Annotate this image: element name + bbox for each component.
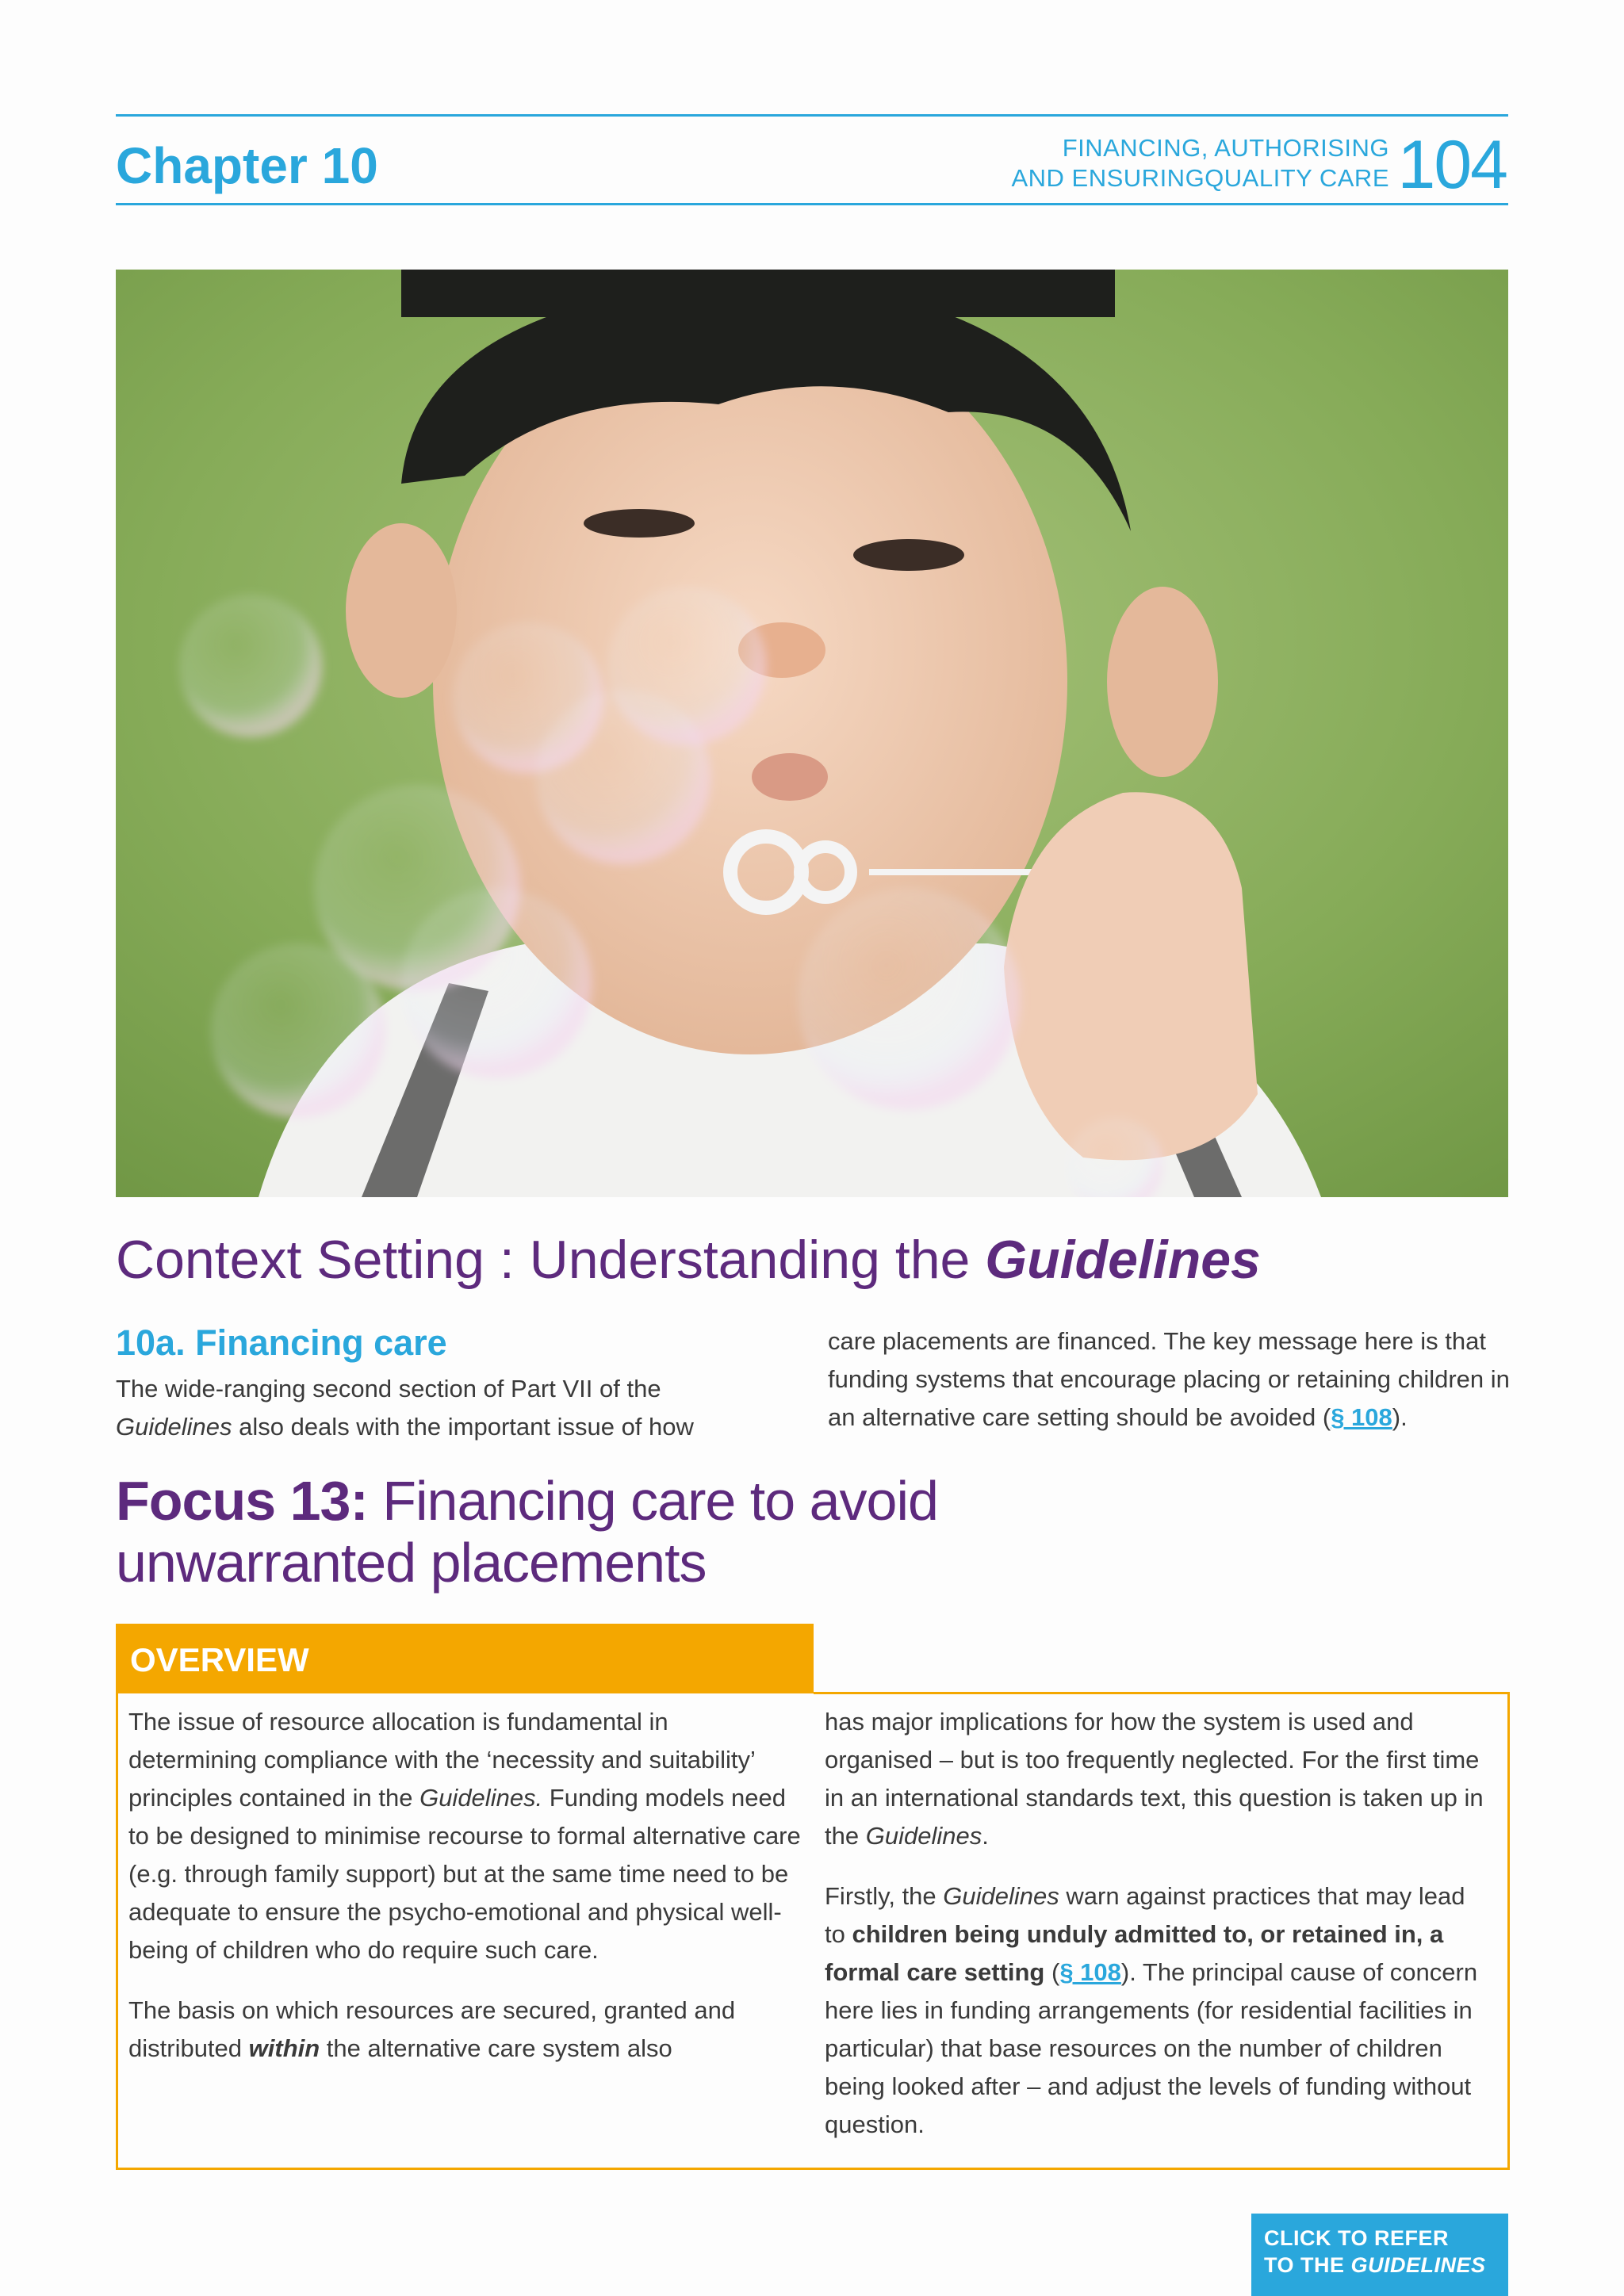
header-bottom-rule (116, 203, 1508, 205)
overview-label: OVERVIEW (130, 1641, 309, 1678)
focus-label: Focus 13: (116, 1470, 368, 1532)
header-top-rule (116, 114, 1508, 117)
overview-p4-paren: ( (1044, 1958, 1060, 1986)
overview-paragraph-3 (825, 1703, 1491, 1855)
overview-p1-text: The issue of resource allocation is fundamental in determining compliance with the ‘necessity and suitability’ principles contained in the (128, 1708, 755, 1812)
overview-p2-text: The basis on which resources are secured, granted and distributed (128, 1996, 736, 2062)
overview-p3-text: has major implications for how the system is used and organised – but is too frequently neglected. For the first time in an international standards text, this question is taken up in the (825, 1708, 1484, 1850)
focus-13-heading (116, 1470, 988, 1594)
intro-left-part1: The wide-ranging second section of Part VII of the (116, 1375, 661, 1402)
context-heading-emph: Guidelines (985, 1230, 1261, 1290)
running-head-line2: AND ENSURINGQUALITY CARE (1011, 164, 1389, 192)
overview-right-column (825, 1703, 1491, 2166)
overview-paragraph-2 (128, 1992, 802, 2068)
overview-p4-text: Firstly, the (825, 1882, 944, 1910)
overview-left-column (128, 1703, 802, 2090)
context-setting-heading (116, 1229, 1261, 1291)
guidelines-108-link[interactable]: § 108 (1331, 1403, 1392, 1431)
refer-to-guidelines-button[interactable] (1251, 2214, 1508, 2296)
context-heading-text: Context Setting : Understanding the (116, 1230, 986, 1290)
intro-left-text (116, 1370, 766, 1446)
overview-p3-end: . (982, 1822, 989, 1850)
cta-line2-prefix: TO THE (1264, 2253, 1351, 2277)
intro-right-part1: care placements are financed. The key message here is that funding systems that encourage placing or retaining children in an alternative care setting should be avoided ( (828, 1327, 1510, 1431)
overview-p4-text-2: warn against practices that may lead to (825, 1882, 1465, 1948)
overview-paragraph-4 (825, 1877, 1491, 2144)
intro-right-end: ). (1392, 1403, 1408, 1431)
overview-paragraph-1 (128, 1703, 802, 1969)
cta-line2 (1264, 2253, 1486, 2278)
running-head (1011, 133, 1389, 193)
cta-line2-guidelines: GUIDELINES (1350, 2253, 1486, 2277)
running-head-line1: FINANCING, AUTHORISING (1062, 134, 1389, 162)
section-10a-heading: 10a. Financing care (116, 1322, 447, 1363)
child-blowing-bubbles-image (116, 270, 1508, 1197)
overview-p4-end: ). The principal cause of concern here lies in funding arrangements (for residential facilities in particular) that base resources on the number of children being looked after – and adjust the levels of funding without question. (825, 1958, 1478, 2138)
chapter-title: Chapter 10 (116, 137, 378, 194)
overview-guidelines-108-link[interactable]: § 108 (1059, 1958, 1121, 1986)
overview-p3-guidelines: Guidelines (865, 1822, 982, 1850)
overview-p4-guidelines: Guidelines (943, 1882, 1059, 1910)
overview-p1-text-end: Funding models need to be designed to minimise recourse to formal alternative care (e.g. through family support) but at the same time need to be adequate to ensure the psycho-emotional and physical well-being of children who do require such care. (128, 1784, 801, 1964)
overview-p1-guidelines: Guidelines. (419, 1784, 543, 1812)
overview-p2-within: within (248, 2034, 320, 2062)
intro-left-part2: also deals with the important issue of how (232, 1413, 694, 1441)
hero-photo (116, 270, 1508, 1197)
overview-tab (116, 1624, 814, 1693)
intro-left-guidelines: Guidelines (116, 1413, 232, 1441)
overview-p2-text-end: the alternative care system also (320, 2034, 672, 2062)
cta-line1: CLICK TO REFER (1264, 2226, 1450, 2250)
focus-title: Financing care to avoid unwarranted placements (116, 1470, 938, 1594)
overview-p4-bold: children being unduly admitted to, or retained in, a formal care setting (825, 1920, 1444, 1986)
page-number: 104 (1397, 127, 1507, 203)
intro-right-text (828, 1322, 1510, 1437)
